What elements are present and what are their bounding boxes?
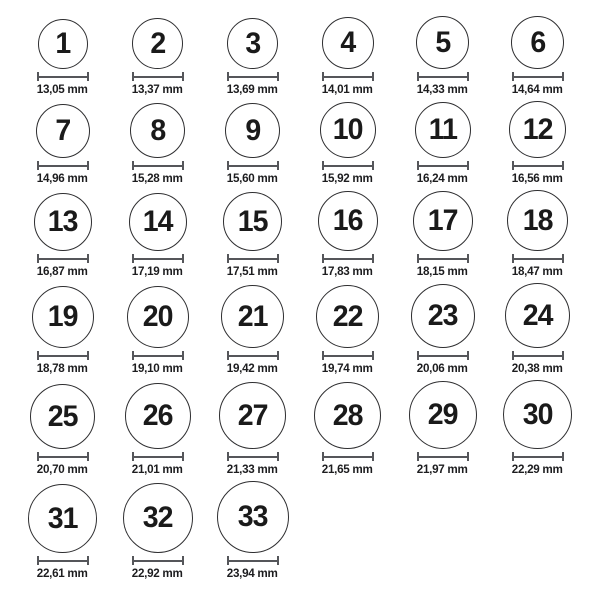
ring-size-item xyxy=(205,103,300,185)
ring-size-number: 9 xyxy=(245,113,260,147)
ring-circle xyxy=(127,286,189,348)
diameter-measure-rule xyxy=(324,76,372,78)
diameter-measure-rule xyxy=(134,560,182,562)
diameter-measure-line xyxy=(37,254,89,263)
diameter-label: 13,05 mm xyxy=(37,82,88,96)
diameter-measure-line xyxy=(227,254,279,263)
diameter-measure-rule xyxy=(134,258,182,260)
diameter-measure-line xyxy=(322,351,374,360)
ring-size-item xyxy=(300,17,395,96)
ring-size-number: 26 xyxy=(142,399,173,432)
diameter-label: 13,69 mm xyxy=(227,82,278,96)
diameter-label: 14,64 mm xyxy=(512,82,563,96)
diameter-measure-line xyxy=(417,72,469,81)
diameter-measure-line xyxy=(37,351,89,360)
ring-circle xyxy=(227,18,278,69)
ring-circle xyxy=(505,283,570,348)
ring-circle xyxy=(409,381,477,449)
diameter-measure-rule xyxy=(39,456,87,458)
diameter-measure-line xyxy=(227,452,279,461)
diameter-measure-rule xyxy=(39,76,87,78)
ring-size-number: 13 xyxy=(47,205,78,238)
diameter-measure-line xyxy=(512,351,564,360)
diameter-measure-line xyxy=(132,556,184,565)
ring-size-item xyxy=(300,102,395,185)
diameter-label: 16,87 mm xyxy=(37,264,88,278)
ring-size-item xyxy=(110,286,205,375)
ring-size-number: 19 xyxy=(47,300,78,333)
ring-circle xyxy=(320,102,376,158)
ring-size-item xyxy=(15,19,110,96)
ring-size-number: 21 xyxy=(237,299,268,333)
diameter-measure-line xyxy=(512,254,564,263)
ring-circle xyxy=(34,193,92,251)
ring-size-number: 24 xyxy=(522,298,553,332)
ring-size-item xyxy=(395,102,490,185)
ring-circle xyxy=(36,104,90,158)
ring-size-item xyxy=(110,483,205,580)
ring-circle xyxy=(130,103,185,158)
ring-size-item xyxy=(205,192,300,278)
diameter-label: 20,38 mm xyxy=(512,361,563,375)
diameter-measure-rule xyxy=(134,76,182,78)
diameter-measure-line xyxy=(417,351,469,360)
ring-circle xyxy=(223,192,282,251)
diameter-measure-line xyxy=(132,452,184,461)
diameter-measure-rule xyxy=(324,165,372,167)
ring-size-number: 32 xyxy=(142,501,173,534)
ring-size-number: 3 xyxy=(245,26,260,60)
diameter-measure-rule xyxy=(39,258,87,260)
diameter-label: 16,56 mm xyxy=(512,171,563,185)
ring-circle xyxy=(413,191,473,251)
diameter-label: 21,65 mm xyxy=(322,462,373,476)
diameter-label: 21,01 mm xyxy=(132,462,183,476)
diameter-measure-rule xyxy=(229,165,277,167)
diameter-measure-line xyxy=(37,556,89,565)
ring-size-number: 16 xyxy=(332,204,363,237)
diameter-measure-line xyxy=(417,161,469,170)
diameter-measure-rule xyxy=(324,355,372,357)
ring-size-item xyxy=(395,381,490,476)
diameter-measure-line xyxy=(512,161,564,170)
diameter-measure-line xyxy=(322,72,374,81)
ring-size-number: 20 xyxy=(142,300,173,333)
ring-size-item xyxy=(15,286,110,375)
diameter-measure-line xyxy=(512,72,564,81)
diameter-measure-rule xyxy=(134,456,182,458)
diameter-measure-rule xyxy=(229,456,277,458)
ring-size-number: 11 xyxy=(428,113,457,146)
ring-size-item xyxy=(300,191,395,278)
diameter-label: 15,60 mm xyxy=(227,171,278,185)
diameter-label: 16,24 mm xyxy=(417,171,468,185)
diameter-label: 14,33 mm xyxy=(417,82,468,96)
ring-size-grid xyxy=(15,16,585,585)
diameter-label: 14,96 mm xyxy=(37,171,88,185)
ring-size-number: 10 xyxy=(332,113,363,146)
diameter-label: 14,01 mm xyxy=(322,82,373,96)
ring-circle xyxy=(416,16,469,69)
diameter-label: 22,29 mm xyxy=(512,462,563,476)
ring-circle xyxy=(28,484,97,553)
ring-circle xyxy=(314,382,381,449)
ring-circle xyxy=(318,191,378,251)
ring-circle xyxy=(225,103,280,158)
diameter-label: 21,33 mm xyxy=(227,462,278,476)
diameter-measure-rule xyxy=(134,165,182,167)
diameter-measure-rule xyxy=(39,560,87,562)
ring-size-item xyxy=(110,193,205,278)
diameter-measure-rule xyxy=(514,165,562,167)
ring-size-number: 5 xyxy=(435,25,450,59)
diameter-measure-rule xyxy=(229,355,277,357)
ring-size-number: 7 xyxy=(55,114,70,147)
ring-circle xyxy=(415,102,471,158)
ring-size-item xyxy=(490,101,585,185)
ring-size-item xyxy=(395,16,490,96)
ring-size-item xyxy=(15,104,110,185)
ring-circle xyxy=(316,285,379,348)
ring-size-item xyxy=(110,383,205,476)
ring-size-number: 23 xyxy=(427,299,458,332)
diameter-measure-rule xyxy=(39,355,87,357)
diameter-measure-rule xyxy=(229,560,277,562)
ring-size-item xyxy=(300,285,395,375)
ring-size-number: 14 xyxy=(142,205,173,238)
ring-size-number: 33 xyxy=(237,500,268,533)
diameter-label: 20,70 mm xyxy=(37,462,88,476)
diameter-measure-rule xyxy=(419,456,467,458)
ring-circle xyxy=(125,383,191,449)
ring-size-item xyxy=(205,382,300,476)
diameter-measure-rule xyxy=(514,76,562,78)
ring-circle xyxy=(411,284,475,348)
ring-circle xyxy=(511,16,564,69)
ring-size-row xyxy=(15,283,585,375)
diameter-label: 19,42 mm xyxy=(227,361,278,375)
diameter-measure-rule xyxy=(229,76,277,78)
diameter-measure-line xyxy=(322,161,374,170)
diameter-label: 21,97 mm xyxy=(417,462,468,476)
diameter-label: 17,51 mm xyxy=(227,264,278,278)
ring-size-item xyxy=(490,16,585,96)
diameter-label: 19,74 mm xyxy=(322,361,373,375)
ring-size-number: 2 xyxy=(150,26,165,60)
ring-size-item xyxy=(395,284,490,375)
ring-size-item xyxy=(15,484,110,580)
diameter-measure-line xyxy=(132,72,184,81)
ring-size-item xyxy=(205,285,300,375)
ring-size-number: 4 xyxy=(340,26,355,59)
ring-size-item xyxy=(490,283,585,375)
diameter-measure-line xyxy=(227,161,279,170)
ring-size-row xyxy=(15,16,585,96)
ring-size-number: 28 xyxy=(332,398,363,432)
ring-size-number: 1 xyxy=(55,27,70,60)
ring-size-item xyxy=(300,382,395,476)
diameter-measure-line xyxy=(322,254,374,263)
ring-size-number: 25 xyxy=(47,399,78,433)
diameter-measure-line xyxy=(512,452,564,461)
diameter-measure-line xyxy=(227,72,279,81)
ring-size-item xyxy=(395,191,490,278)
diameter-label: 17,83 mm xyxy=(322,264,373,278)
diameter-label: 15,28 mm xyxy=(132,171,183,185)
diameter-label: 18,15 mm xyxy=(417,264,468,278)
diameter-measure-rule xyxy=(324,456,372,458)
ring-size-number: 29 xyxy=(427,398,458,431)
diameter-measure-line xyxy=(417,452,469,461)
ring-size-number: 15 xyxy=(237,204,268,238)
diameter-label: 18,78 mm xyxy=(37,361,88,375)
diameter-measure-line xyxy=(37,161,89,170)
diameter-measure-line xyxy=(132,351,184,360)
diameter-measure-rule xyxy=(229,258,277,260)
ring-size-number: 22 xyxy=(332,299,363,333)
diameter-measure-line xyxy=(227,556,279,565)
ring-size-number: 6 xyxy=(530,25,545,59)
diameter-measure-rule xyxy=(514,355,562,357)
ring-circle xyxy=(322,17,374,69)
diameter-measure-rule xyxy=(419,76,467,78)
ring-circle xyxy=(32,286,94,348)
diameter-measure-rule xyxy=(419,258,467,260)
ring-size-item xyxy=(15,384,110,476)
ring-circle xyxy=(217,481,289,553)
ring-circle xyxy=(219,382,286,449)
ring-size-number: 30 xyxy=(522,397,553,431)
ring-circle xyxy=(509,101,566,158)
ring-circle xyxy=(221,285,284,348)
ring-size-row xyxy=(15,481,585,580)
diameter-label: 19,10 mm xyxy=(132,361,183,375)
ring-size-number: 8 xyxy=(150,113,165,147)
ring-size-item xyxy=(490,190,585,278)
diameter-label: 20,06 mm xyxy=(417,361,468,375)
ring-size-item xyxy=(110,103,205,185)
diameter-measure-rule xyxy=(324,258,372,260)
diameter-label: 22,61 mm xyxy=(37,566,88,580)
ring-size-item xyxy=(15,193,110,278)
ring-size-item xyxy=(205,481,300,580)
ring-size-number: 17 xyxy=(427,204,458,237)
diameter-measure-rule xyxy=(514,456,562,458)
diameter-measure-rule xyxy=(419,355,467,357)
ring-size-row xyxy=(15,380,585,476)
ring-circle xyxy=(123,483,193,553)
diameter-measure-rule xyxy=(39,165,87,167)
ring-circle xyxy=(132,18,183,69)
diameter-measure-line xyxy=(37,452,89,461)
ring-size-row xyxy=(15,101,585,185)
ring-size-number: 18 xyxy=(522,203,553,237)
diameter-label: 22,92 mm xyxy=(132,566,183,580)
ring-circle xyxy=(507,190,568,251)
diameter-label: 23,94 mm xyxy=(227,566,278,580)
ring-size-row xyxy=(15,190,585,278)
ring-size-number: 12 xyxy=(522,112,553,146)
ring-circle xyxy=(38,19,88,69)
diameter-label: 15,92 mm xyxy=(322,171,373,185)
diameter-measure-line xyxy=(132,254,184,263)
diameter-measure-line xyxy=(417,254,469,263)
ring-circle xyxy=(129,193,187,251)
ring-size-number: 27 xyxy=(237,398,268,432)
ring-circle xyxy=(30,384,95,449)
diameter-label: 18,47 mm xyxy=(512,264,563,278)
diameter-measure-line xyxy=(322,452,374,461)
ring-circle xyxy=(503,380,572,449)
ring-size-item xyxy=(110,18,205,96)
diameter-label: 17,19 mm xyxy=(132,264,183,278)
diameter-measure-line xyxy=(37,72,89,81)
diameter-measure-rule xyxy=(419,165,467,167)
diameter-measure-line xyxy=(132,161,184,170)
diameter-measure-rule xyxy=(514,258,562,260)
diameter-label: 13,37 mm xyxy=(132,82,183,96)
diameter-measure-rule xyxy=(134,355,182,357)
ring-size-item xyxy=(205,18,300,96)
ring-size-item xyxy=(490,380,585,476)
diameter-measure-line xyxy=(227,351,279,360)
ring-size-number: 31 xyxy=(47,501,78,535)
